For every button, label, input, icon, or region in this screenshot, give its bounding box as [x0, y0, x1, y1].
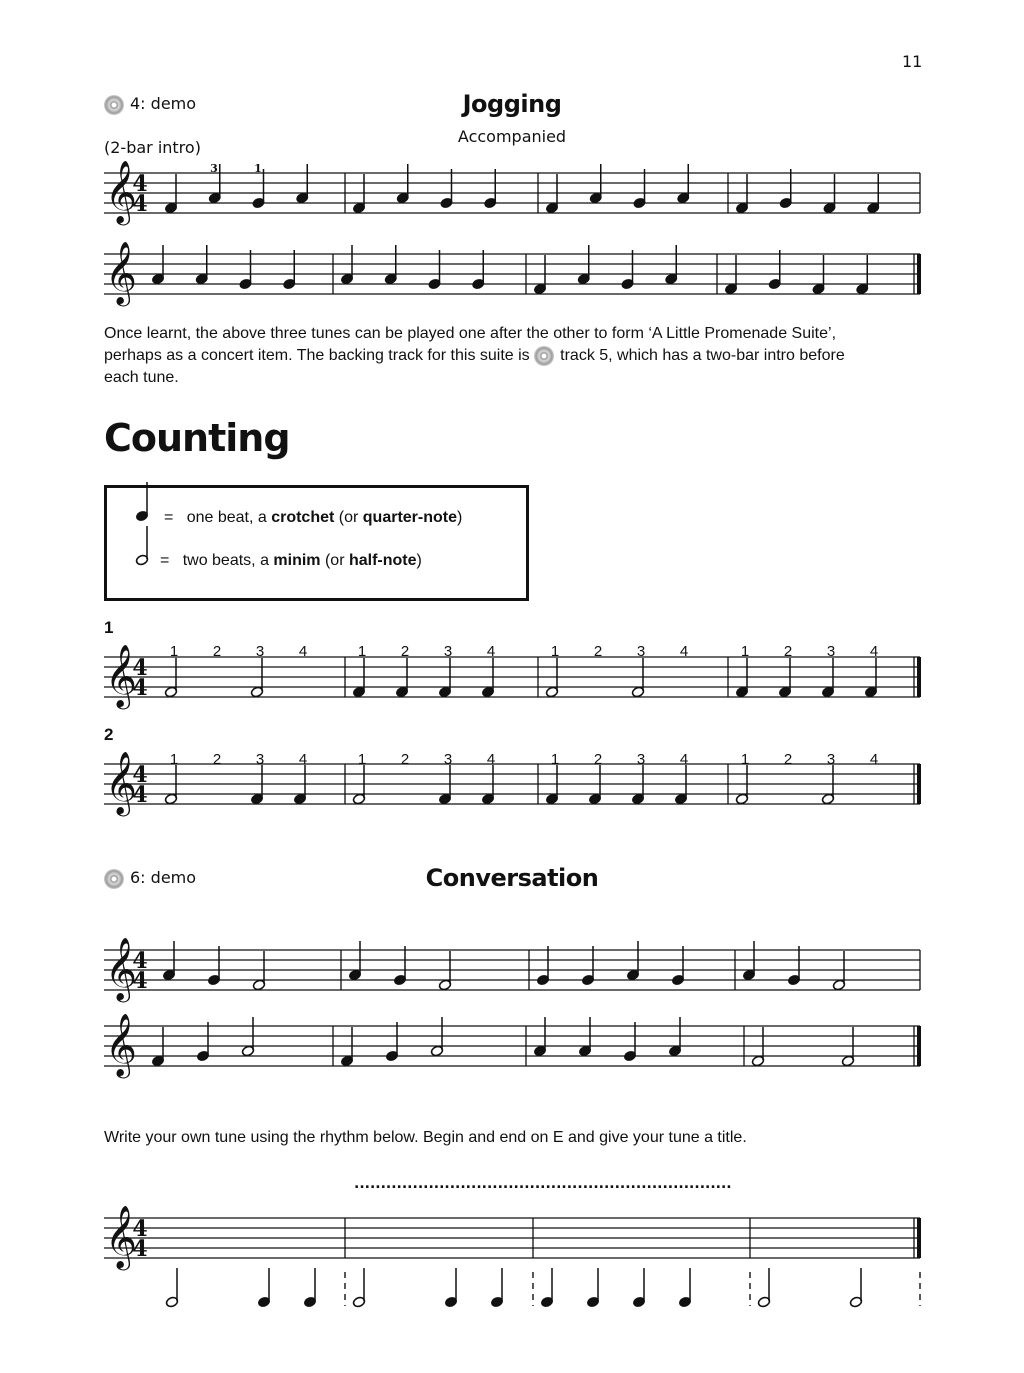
- conversation-title: Conversation: [425, 864, 599, 892]
- treble-clef-icon: 𝄞: [105, 1013, 137, 1076]
- treble-clef-icon: 𝄞: [105, 937, 137, 1000]
- legend-alt-term: half-note: [348, 552, 417, 569]
- final-bar-thick: [917, 254, 921, 294]
- time-signature-digit: 4: [132, 762, 148, 788]
- fingering-number: 1: [254, 162, 262, 175]
- beat-number: 1: [550, 643, 560, 660]
- treble-clef-icon: 𝄞: [105, 644, 137, 707]
- suite-line-1: Once learnt, the above three tunes can be played one after the other to form ‘A Little Promenade Suite’,: [104, 325, 837, 342]
- beat-number: 2: [400, 643, 410, 660]
- beat-number: 1: [550, 751, 560, 768]
- beat-number: 2: [212, 751, 222, 768]
- beat-number: 1: [169, 643, 179, 660]
- legend-desc: two beats, a: [182, 552, 274, 569]
- fingering-number: 3: [210, 162, 218, 175]
- beat-number: 3: [826, 751, 836, 768]
- legend-desc: one beat, a: [186, 509, 272, 526]
- tune-title-blank[interactable]: .......................................................................: [354, 1176, 732, 1192]
- beat-number: 1: [357, 751, 367, 768]
- time-signature-digit: 4: [132, 1236, 148, 1262]
- final-bar-thick: [917, 764, 921, 804]
- beat-number: 3: [255, 751, 265, 768]
- beat-number: 4: [298, 643, 308, 660]
- legend-close: ): [416, 552, 422, 569]
- legend-mid: (or: [320, 552, 349, 569]
- beat-number: 4: [679, 751, 689, 768]
- conversation-track-text: 6: demo: [130, 868, 197, 887]
- beat-number: 1: [169, 751, 179, 768]
- counting-heading: Counting: [104, 416, 290, 460]
- time-signature-digit: 4: [132, 191, 148, 217]
- jogging-title: Jogging: [462, 90, 562, 118]
- time-signature-digit: 4: [132, 782, 148, 808]
- legend-equals: =: [160, 552, 170, 569]
- suite-line-2-b: track 5, which has a two-bar intro before: [560, 347, 845, 364]
- final-bar-thick: [917, 1218, 921, 1258]
- beat-number: 4: [298, 751, 308, 768]
- compose-instruction: Write your own tune using the rhythm below. Begin and end on E and give your tune a title.: [104, 1129, 747, 1146]
- beat-number: 4: [679, 643, 689, 660]
- final-bar-thick: [917, 1026, 921, 1066]
- treble-clef-icon: 𝄞: [105, 1205, 137, 1268]
- beat-number: 3: [443, 643, 453, 660]
- exercise-number: 2: [104, 725, 114, 744]
- time-signature-digit: 4: [132, 655, 148, 681]
- beat-number: 1: [357, 643, 367, 660]
- jogging-subtitle: Accompanied: [457, 127, 567, 146]
- beat-number: 4: [486, 643, 496, 660]
- suite-line-2-a: perhaps as a concert item. The backing track for this suite is: [104, 347, 530, 364]
- treble-clef-icon: 𝄞: [105, 751, 137, 814]
- beat-number: 2: [783, 643, 793, 660]
- beat-number: 3: [443, 751, 453, 768]
- exercise-number: 1: [104, 618, 114, 637]
- time-signature-digit: 4: [132, 1216, 148, 1242]
- legend-term: minim: [273, 552, 321, 569]
- suite-line-3: each tune.: [104, 369, 179, 386]
- legend-close: ): [457, 509, 463, 526]
- legend-equals: =: [164, 509, 174, 526]
- beat-number: 2: [593, 751, 603, 768]
- beat-number: 1: [740, 751, 750, 768]
- time-signature-digit: 4: [132, 948, 148, 974]
- time-signature-digit: 4: [132, 968, 148, 994]
- time-signature-digit: 4: [132, 171, 148, 197]
- time-signature-digit: 4: [132, 675, 148, 701]
- beat-number: 4: [869, 751, 879, 768]
- jogging-track-text: 4: demo: [130, 94, 197, 113]
- beat-number: 3: [636, 751, 646, 768]
- beat-number: 2: [593, 643, 603, 660]
- beat-number: 4: [486, 751, 496, 768]
- final-bar-thick: [917, 657, 921, 697]
- legend-term: crotchet: [271, 509, 335, 526]
- legend-alt-term: quarter-note: [362, 509, 458, 526]
- intro-note: (2-bar intro): [104, 138, 201, 157]
- beat-number: 1: [740, 643, 750, 660]
- beat-number: 4: [869, 643, 879, 660]
- beat-number: 2: [212, 643, 222, 660]
- beat-number: 3: [826, 643, 836, 660]
- beat-number: 3: [255, 643, 265, 660]
- beat-number: 2: [400, 751, 410, 768]
- page-number: 11: [902, 52, 923, 71]
- treble-clef-icon: 𝄞: [105, 160, 137, 223]
- beat-number: 3: [636, 643, 646, 660]
- legend-mid: (or: [334, 509, 363, 526]
- beat-number: 2: [783, 751, 793, 768]
- treble-clef-icon: 𝄞: [105, 241, 137, 304]
